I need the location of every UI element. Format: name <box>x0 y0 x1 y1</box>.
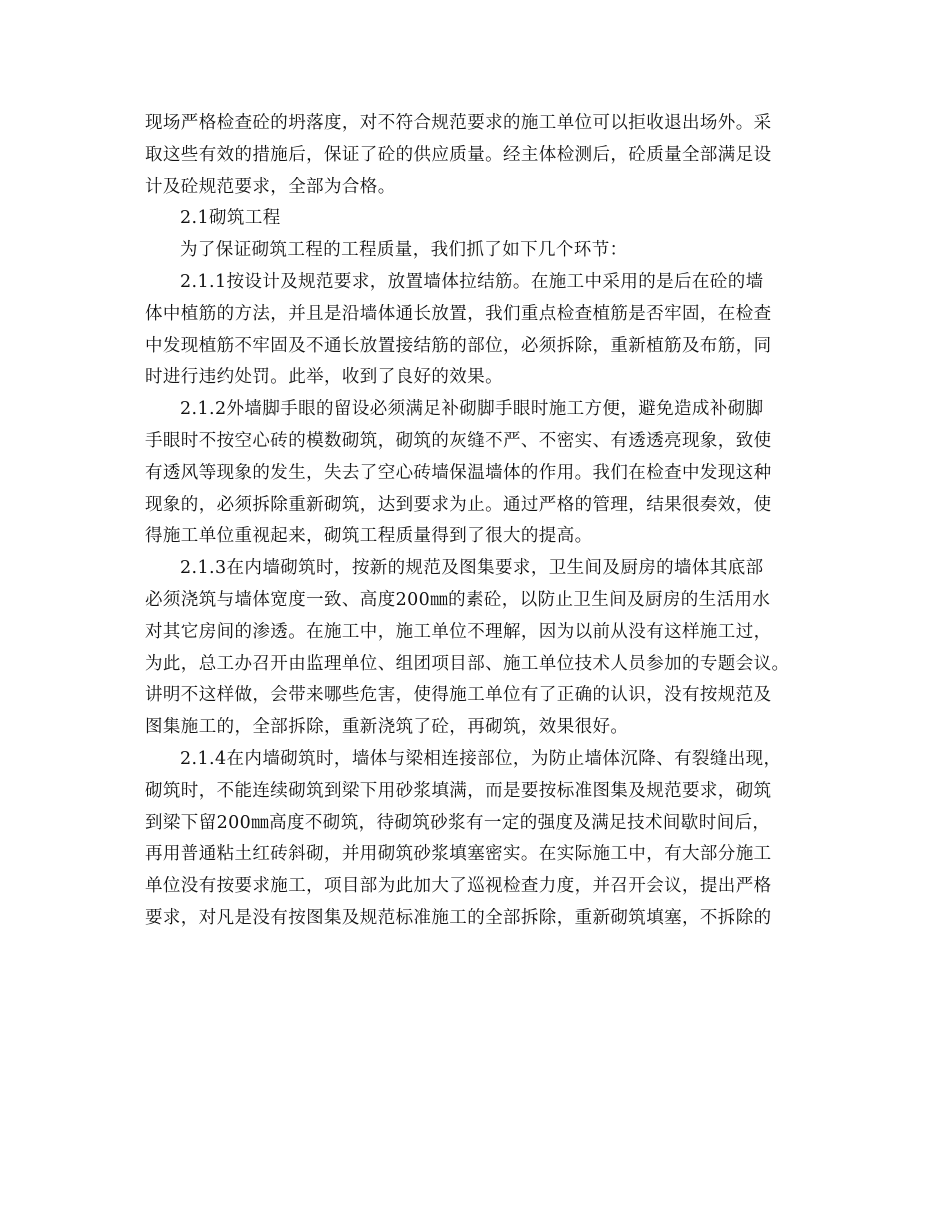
text-line: 2.1.3在内墙砌筑时，按新的规范及图集要求，卫生间及厨房的墙体其底部 <box>180 558 764 579</box>
text-line: 取这些有效的措施后，保证了砼的供应质量。经主体检测后，砼质量全部满足设 <box>145 144 772 165</box>
text-line: 计及砼规范要求，全部为合格。 <box>145 176 396 197</box>
text-line: 讲明不这样做，会带来哪些危害，使得施工单位有了正确的认识，没有按规范及 <box>145 685 772 706</box>
text-line: 现场严格检查砼的坍落度，对不符合规范要求的施工单位可以拒收退出场外。采 <box>145 113 772 133</box>
text-line: 现象的，必须拆除重新砌筑，达到要求为止。通过严格的管理，结果很奏效，使 <box>145 494 772 515</box>
text-line: 手眼时不按空心砖的模数砌筑，砌筑的灰缝不严、不密实、有透透亮现象，致使 <box>145 430 772 451</box>
document-body <box>145 108 805 935</box>
text-line: 再用普通粘土红砖斜砌，并用砌筑砂浆填塞密实。在实际施工中，有大部分施工 <box>145 844 772 865</box>
text-line: 时进行违约处罚。此举，收到了良好的效果。 <box>145 367 503 388</box>
text-line: 到梁下留200㎜高度不砌筑，待砌筑砂浆有一定的强度及满足技术间歇时间后， <box>145 812 771 833</box>
text-line: 体中植筋的方法，并且是沿墙体通长放置，我们重点检查植筋是否牢固，在检查 <box>145 303 772 324</box>
text-line: 中发现植筋不牢固及不通长放置接结筋的部位，必须拆除，重新植筋及布筋，同 <box>145 335 772 356</box>
text-line: 图集施工的，全部拆除，重新浇筑了砼，再砌筑，效果很好。 <box>145 717 629 738</box>
text-line: 2.1.4在内墙砌筑时，墙体与梁相连接部位，为防止墙体沉降、有裂缝出现， <box>180 748 782 769</box>
text-line: 砌筑时，不能连续砌筑到梁下用砂浆填满，而是要按标准图集及规范要求，砌筑 <box>145 780 772 801</box>
text-line: 2.1.1按设计及规范要求，放置墙体拉结筋。在施工中采用的是后在砼的墙 <box>180 271 764 292</box>
text-line: 必须浇筑与墙体宽度一致、高度200㎜的素砼，以防止卫生间及厨房的生活用水 <box>145 589 771 610</box>
text-line: 为此，总工办召开由监理单位、组团项目部、施工单位技术人员参加的专题会议。 <box>145 653 790 674</box>
text-line: 有透风等现象的发生，失去了空心砖墙保温墙体的作用。我们在检查中发现这种 <box>145 462 772 483</box>
text-line: 单位没有按要求施工，项目部为此加大了巡视检查力度，并召开会议，提出严格 <box>145 876 772 897</box>
text-line: 要求，对凡是没有按图集及规范标准施工的全部拆除，重新砌筑填塞，不拆除的 <box>145 907 772 928</box>
text-line: 2.1.2外墙脚手眼的留设必须满足补砌脚手眼时施工方便，避免造成补砌脚 <box>180 399 764 420</box>
text-line: 2.1砌筑工程 <box>180 208 281 229</box>
text-line: 为了保证砌筑工程的工程质量，我们抓了如下几个环节： <box>180 240 628 261</box>
text-line: 得施工单位重视起来，砌筑工程质量得到了很大的提高。 <box>145 526 593 547</box>
text-line: 对其它房间的渗透。在施工中，施工单位不理解，因为以前从没有这样施工过， <box>145 621 772 642</box>
